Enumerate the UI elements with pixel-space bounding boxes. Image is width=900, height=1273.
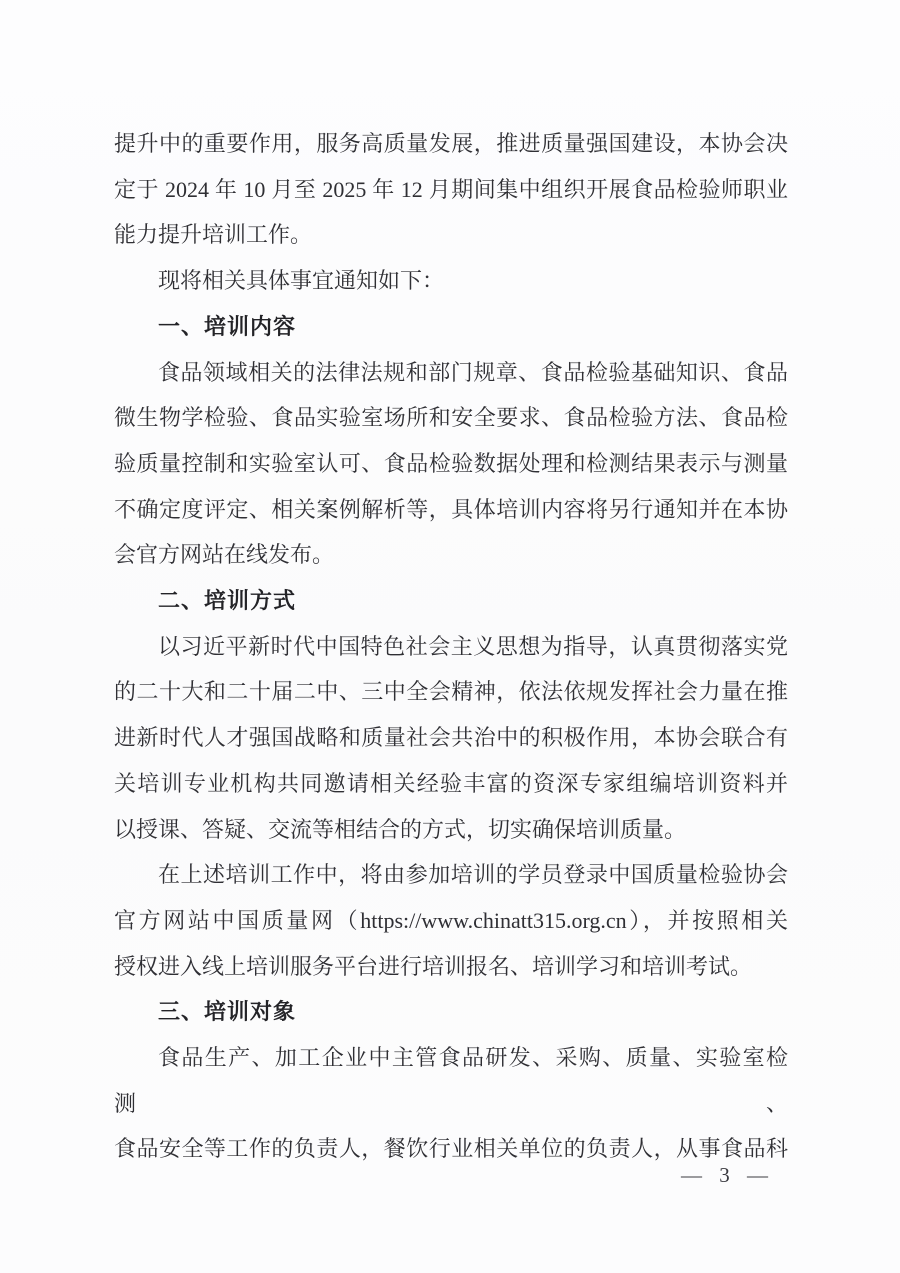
text-line: 的二十大和二十届二中、三中全会精神，依法依规发挥社会力量在推 xyxy=(114,679,788,705)
text-line: 进新时代人才强国战略和质量社会共治中的积极作用，本协会联合有 xyxy=(114,725,788,751)
text-line: 微生物学检验、食品实验室场所和安全要求、食品检验方法、食品检 xyxy=(114,405,788,431)
text-line: 定于 2024 年 10 月至 2025 年 12 月期间集中组织开展食品检验师职业 xyxy=(114,176,788,202)
text-line: 在上述培训工作中，将由参加培训的学员登录中国质量检验协会 xyxy=(158,862,788,888)
text-line: 现将相关具体事宜通知如下： xyxy=(158,268,445,294)
text-line: 食品安全等工作的负责人，餐饮行业相关单位的负责人，从事食品科 xyxy=(114,1136,788,1162)
text-line: 以习近平新时代中国特色社会主义思想为指导，认真贯彻落实党 xyxy=(158,633,788,659)
section-heading: 三、培训对象 xyxy=(158,999,297,1025)
text-line: 关培训专业机构共同邀请相关经验丰富的资深专家组编培训资料并 xyxy=(114,770,788,796)
text-line: 食品生产、加工企业中主管食品研发、采购、质量、实验室检测、 xyxy=(114,1045,788,1116)
section-heading: 一、培训内容 xyxy=(158,313,297,339)
text-line: 不确定度评定、相关案例解析等，具体培训内容将另行通知并在本协 xyxy=(114,496,788,522)
text-line-with-url: 官方网站中国质量网（https://www.chinatt315.org.cn），并按照相关 xyxy=(114,907,788,933)
text-line: 食品领域相关的法律法规和部门规章、食品检验基础知识、食品 xyxy=(158,359,788,385)
text-line: 以授课、答疑、交流等相结合的方式，切实确保培训质量。 xyxy=(114,816,687,842)
text-line: 提升中的重要作用，服务高质量发展，推进质量强国建设，本协会决 xyxy=(114,131,788,156)
text-line: 能力提升培训工作。 xyxy=(114,222,313,248)
document-body xyxy=(114,121,788,1172)
text-line: 授权进入线上培训服务平台进行培训报名、培训学习和培训考试。 xyxy=(114,953,753,979)
section-heading: 二、培训方式 xyxy=(158,588,297,614)
text-line: 会官方网站在线发布。 xyxy=(114,542,335,568)
text-line: 验质量控制和实验室认可、食品检验数据处理和检测结果表示与测量 xyxy=(114,450,788,476)
page-number: — 3 — xyxy=(681,1163,774,1187)
